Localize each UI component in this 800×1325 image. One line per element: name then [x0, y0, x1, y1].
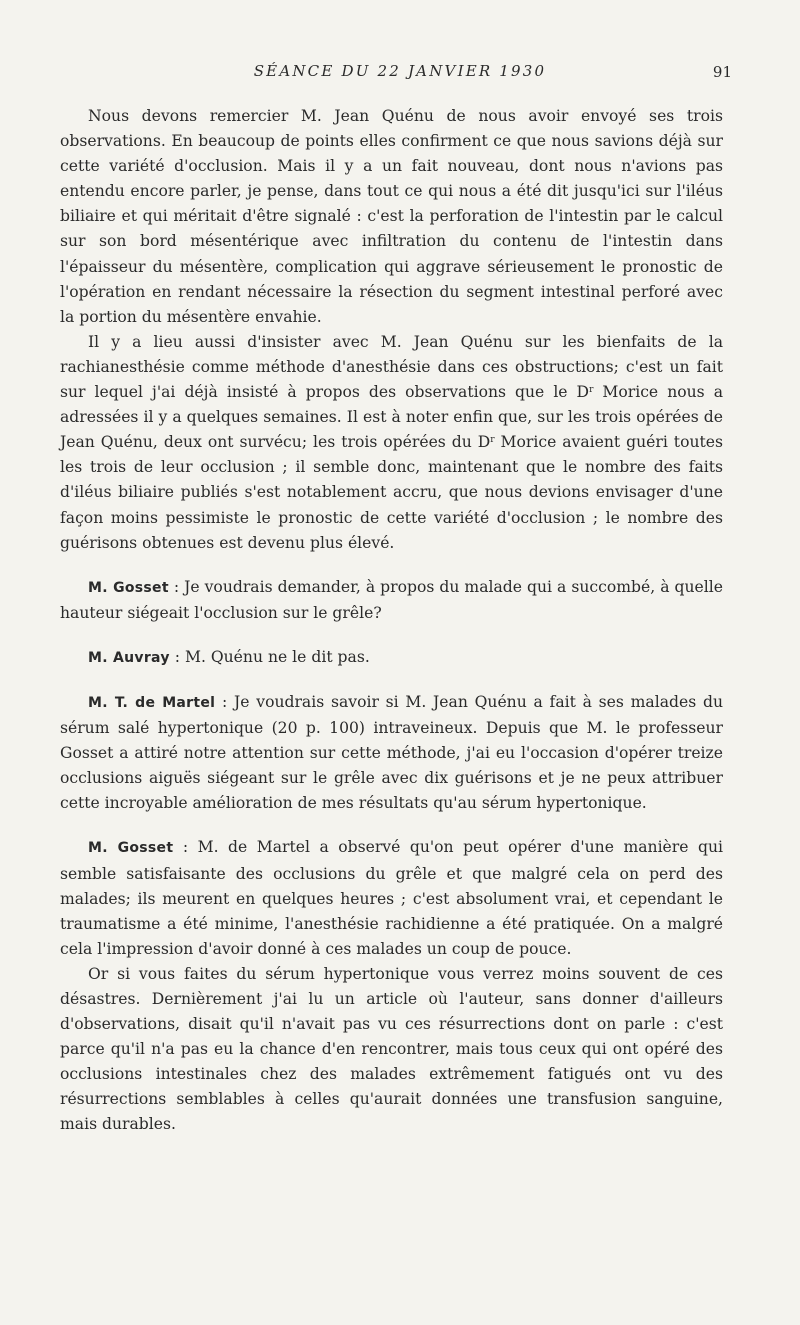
paragraph-text: Morice avaient guéri toutes les trois de leur occlusion ; il semble donc, maintenant que le nombre des faits d'iléus biliaire publiés s'est notablement accru, que nous devions envisager d'une façon moins pessimiste le pronostic de cette variété d'occlusion ; le nombre des guérisons obtenues est devenu plus élevé. — [60, 433, 724, 552]
paragraph-text: Morice nous a adressées il y a quelques semaines. Il est à noter enfin que, sur les trois opérées de Jean Quénu, deux ont survécu; les trois opérées du D — [60, 383, 723, 452]
body-text — [60, 104, 723, 1138]
superscript: r — [589, 385, 594, 396]
paragraph-text: : M. de Martel a observé qu'on peut opérer d'une manière qui semble satisfaisante des occlusions du grêle et que malgré cela on perd des malades; ils meurent en quelques heures ; c'est absolument vrai, et cependant le traumatisme a été minime, l'anesthésie rachidienne a été pratiquée. On a malgré cela l'impression d'avoir donné à ces malades un coup de pouce. — [60, 838, 723, 958]
paragraph-text: Or si vous faites du sérum hypertonique vous verrez moins souvent de ces désastres. Dernièrement j'ai lu un article où l'auteur, sans donner d'ailleurs d'observations, disait qu'il n'avait pas vu ces résurrections dont on parle : c'est parce qu'il n'a pas eu la chance d'en rencontrer, mais tous ceux qui ont opéré des occlusions intestinales chez des malades extrêmement fatigués ont vu des résurrections semblables à celles qu'aurait données une transfusion sanguine, mais durables. — [60, 964, 723, 1134]
speaker-name: M. Gosset — [88, 579, 169, 596]
superscript: r — [490, 435, 495, 446]
paragraph — [60, 690, 723, 816]
paragraph-text: : Je voudrais savoir si M. Jean Quénu a fait à ses malades du sérum salé hypertonique (20 p. 100) intraveineux. Depuis que M. le professeur Gosset a attiré notre attention sur cette méthode, j'ai eu l'occasion d'opérer treize occlusions aiguës siégeant sur le grêle avec dix guérisons et je ne peux attribuer cette incroyable amélioration de mes résultats qu'au sérum hypertonique. — [60, 692, 723, 813]
paragraph — [60, 575, 723, 626]
speaker-name: M. Gosset — [88, 840, 174, 857]
paragraph — [60, 835, 723, 961]
paragraph — [60, 330, 723, 556]
paragraph — [60, 962, 723, 1138]
speaker-name: M. Auvray — [88, 649, 170, 666]
paragraph-text: : M. Quénu ne le dit pas. — [169, 647, 370, 666]
speaker-name: M. T. de Martel — [88, 694, 216, 711]
page-number: 91 — [712, 63, 732, 81]
running-header — [60, 62, 740, 84]
paragraph — [60, 645, 723, 671]
paragraph-text: Il y a lieu aussi d'insister avec M. Jean Quénu sur les bienfaits de la rachianesthésie comme méthode d'anesthésie dans ces obstructions; c'est un fait sur lequel j'ai déjà insisté à propos des observations que le D — [60, 332, 723, 402]
paragraph-text: : Je voudrais demander, à propos du malade qui a succombé, à quelle hauteur siégeait l'occlusion sur le grêle? — [60, 577, 723, 622]
running-title: SÉANCE DU 22 JANVIER 1930 — [253, 62, 547, 80]
paragraph-text: Nous devons remercier M. Jean Quénu de nous avoir envoyé ses trois observations. En beaucoup de points elles confirment ce que nous savions déjà sur cette variété d'occlusion. Mais il y a un fait nouveau, dont nous n'avions pas entendu encore parler, je pense, dans tout ce qui nous a été dit jusqu'ici sur l'iléus biliaire et qui méritait d'être signalé : c'est la perforation de l'intestin par le calcul sur son bord mésentérique avec infiltration du contenu de l'intestin dans l'épaisseur du mésentère, complication qui aggrave sérieusement le pronostic de l'opération en rendant nécessaire la résection du segment intestinal perforé avec la portion du mésentère envahie. — [60, 107, 723, 326]
paragraph — [60, 104, 723, 330]
